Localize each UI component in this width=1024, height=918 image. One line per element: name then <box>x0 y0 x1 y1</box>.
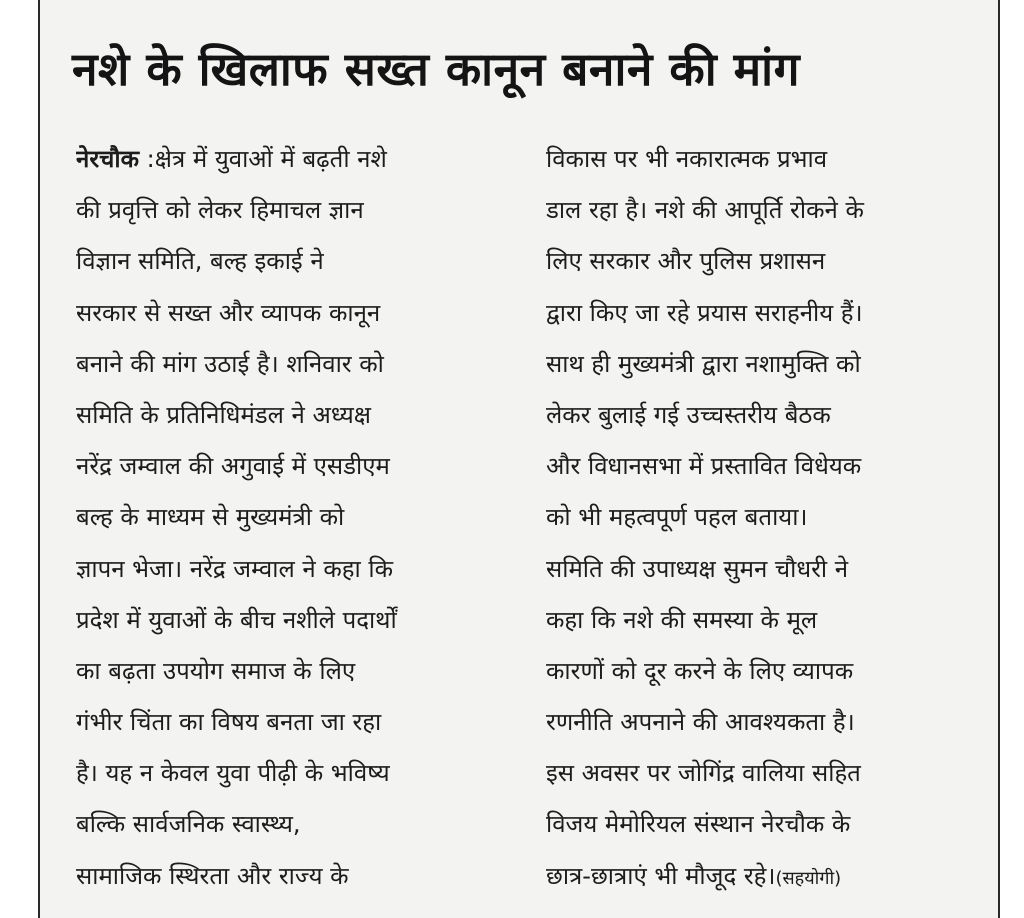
text-line: बल्कि सार्वजनिक स्वास्थ्य, <box>76 810 301 839</box>
text-line: समिति के प्रतिनिधिमंडल ने अध्यक्ष <box>76 400 371 429</box>
dateline: नेरचौक <box>76 145 140 173</box>
text-line: लिए सरकार और पुलिस प्रशासन <box>546 247 826 276</box>
text-line: सरकार से सख्त और व्यापक कानून <box>76 298 381 327</box>
text-line: डाल रहा है। नशे की आपूर्ति रोकने के <box>546 196 864 225</box>
text-line: गंभीर चिंता का विषय बनता जा रहा <box>76 708 382 737</box>
text-line: को भी महत्वपूर्ण पहल बताया। <box>546 503 808 532</box>
text-line: विज्ञान समिति, बल्ह इकाई ने <box>76 247 324 276</box>
text-line: द्वारा किए जा रहे प्रयास सराहनीय हैं। <box>546 298 863 327</box>
article-headline: नशे के खिलाफ सख्त कानून बनाने की मांग <box>72 42 800 96</box>
text-line: रणनीति अपनाने की आवश्यकता है। <box>546 708 855 737</box>
text-line: ज्ञापन भेजा। नरेंद्र जम्वाल ने कहा कि <box>76 554 393 583</box>
article-column-left <box>76 134 516 902</box>
text-line <box>76 134 516 185</box>
right-margin <box>1000 0 1024 918</box>
text-line: की प्रवृत्ति को लेकर हिमाचल ज्ञान <box>76 196 364 225</box>
article-column-right <box>546 134 986 902</box>
text-line: इस अवसर पर जोगिंद्र वालिया सहित <box>546 759 861 788</box>
text-line: है। यह न केवल युवा पीढ़ी के भविष्य <box>76 759 390 788</box>
text-line: प्रदेश में युवाओं के बीच नशीले पदार्थों <box>76 605 397 634</box>
text-line: बल्ह के माध्यम से मुख्यमंत्री को <box>76 503 345 532</box>
text-line: समिति की उपाध्यक्ष सुमन चौधरी ने <box>546 554 849 583</box>
text-line: सामाजिक स्थिरता और राज्य के <box>76 861 349 890</box>
text-line: कहा कि नशे की समस्या के मूल <box>546 605 818 634</box>
text-line: और विधानसभा में प्रस्तावित विधेयक <box>546 452 862 481</box>
text-line-content: छात्र-छात्राएं भी मौजूद रहे। <box>546 861 776 890</box>
text-line-content: :क्षेत्र में युवाओं में बढ़ती नशे <box>146 145 387 173</box>
text-line: साथ ही मुख्यमंत्री द्वारा नशामुक्ति को <box>546 349 861 378</box>
credit-line: (सहयोगी) <box>775 867 842 889</box>
text-line: का बढ़ता उपयोग समाज के लिए <box>76 656 356 685</box>
text-line: नरेंद्र जम्वाल की अगुवाई में एसडीएम <box>76 452 390 481</box>
text-line <box>546 851 986 902</box>
text-line: बनाने की मांग उठाई है। शनिवार को <box>76 349 384 378</box>
text-line: विकास पर भी नकारात्मक प्रभाव <box>546 145 828 173</box>
left-margin <box>0 0 38 918</box>
text-line: विजय मेमोरियल संस्थान नेरचौक के <box>546 810 851 839</box>
left-column-rule <box>38 0 40 918</box>
text-line: कारणों को दूर करने के लिए व्यापक <box>546 656 854 685</box>
text-line: लेकर बुलाई गई उच्चस्तरीय बैठक <box>546 400 831 429</box>
